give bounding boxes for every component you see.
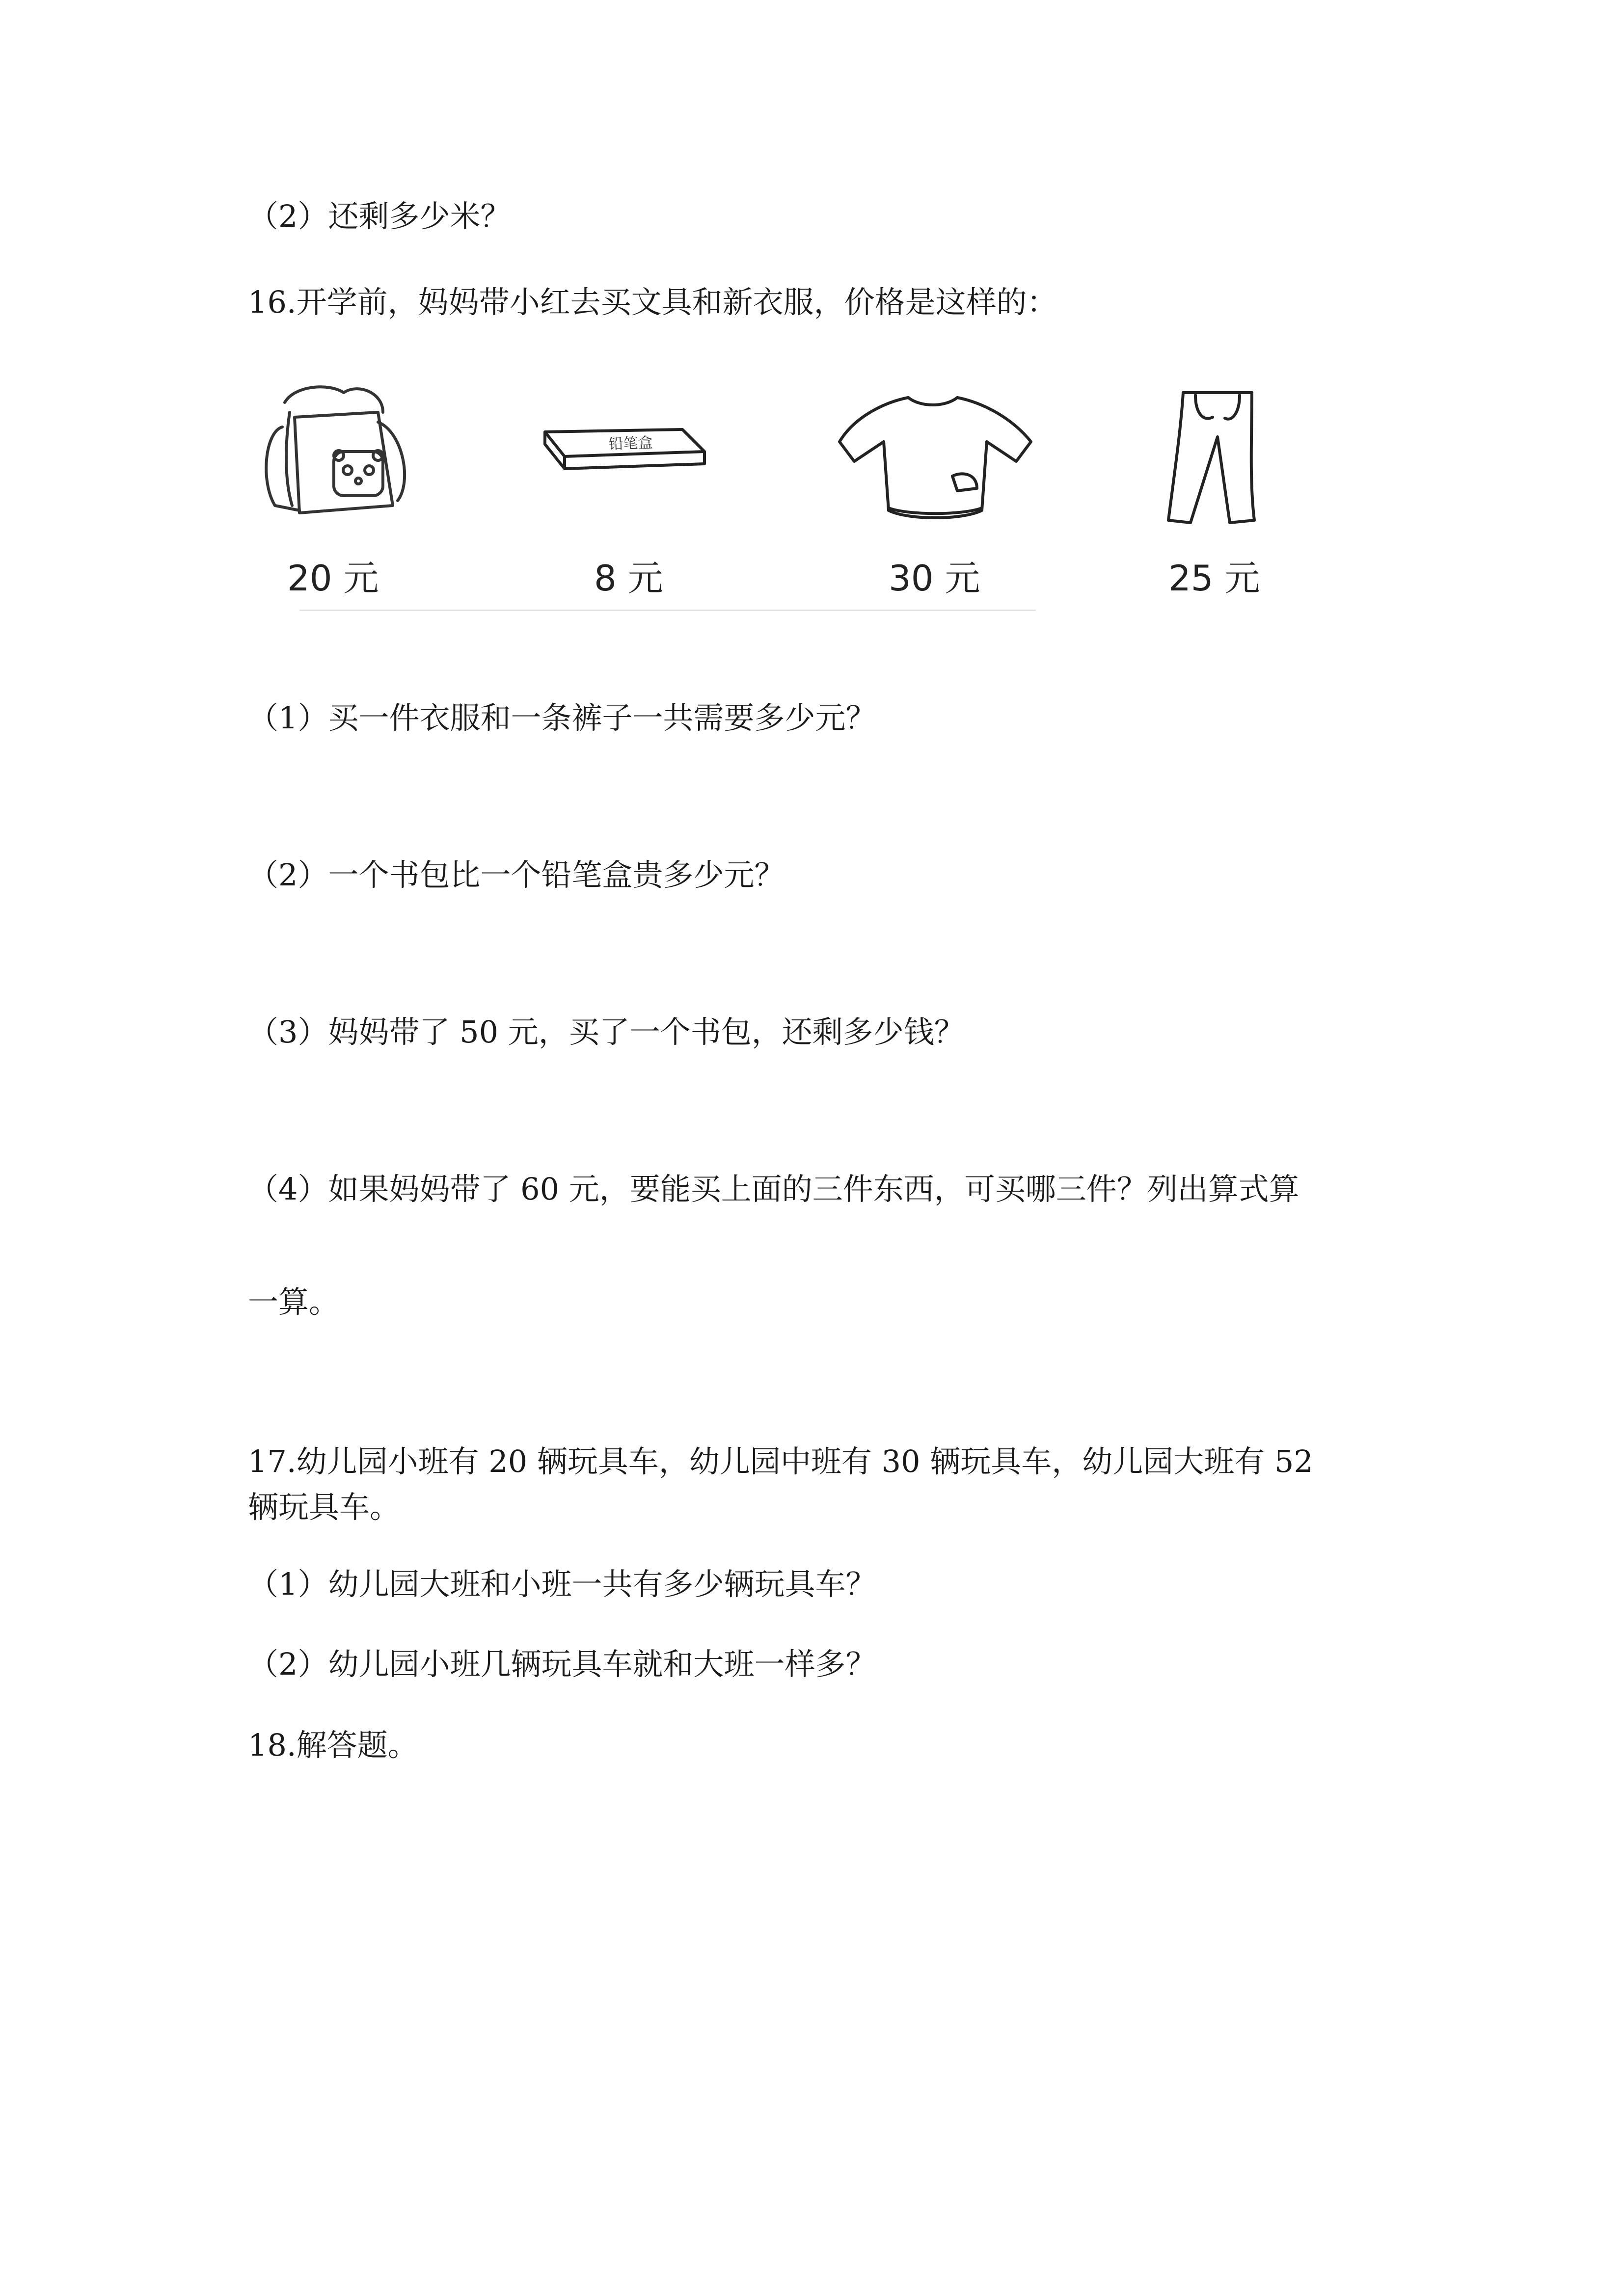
- price-pencil-case: 8 元: [594, 558, 663, 599]
- pants-icon: [1149, 383, 1296, 540]
- line-q17-2: （2）幼儿园小班几辆玩具车就和大班一样多？: [248, 1646, 876, 1682]
- figure-bottom-rule: [299, 610, 1036, 611]
- line-q16-1: （1）买一件衣服和一条裤子一共需要多少元？: [248, 700, 876, 736]
- line-q17-b: 辆玩具车。: [248, 1489, 401, 1525]
- item-backpack: [255, 383, 422, 599]
- backpack-icon: [255, 383, 422, 540]
- line-q18: 18.解答题。: [248, 1727, 418, 1763]
- line-q16-4a: （4）如果妈妈带了 60 元，要能买上面的三件东西，可买哪三件？列出算式算: [248, 1171, 1299, 1207]
- line-q16-2: （2）一个书包比一个铅笔盒贵多少元？: [248, 857, 785, 893]
- price-backpack: 20 元: [287, 558, 379, 599]
- item-shirt: [835, 383, 1041, 599]
- line-q16-intro: 16.开学前，妈妈带小红去买文具和新衣服，价格是这样的：: [248, 284, 1057, 320]
- price-shirt: 30 元: [889, 558, 980, 599]
- price-figure: [255, 383, 1296, 614]
- pencil-case-icon: [535, 383, 712, 530]
- line-q16-4b: 一算。: [248, 1284, 340, 1320]
- shirt-icon: [835, 383, 1041, 540]
- line-q17-a: 17.幼儿园小班有 20 辆玩具车，幼儿园中班有 30 辆玩具车，幼儿园大班有 52: [248, 1443, 1313, 1479]
- price-pants: 25 元: [1168, 558, 1260, 599]
- item-pants: [1149, 383, 1296, 599]
- item-pencil-case: [535, 383, 712, 599]
- line-q17-1: （1）幼儿园大班和小班一共有多少辆玩具车？: [248, 1566, 876, 1602]
- line-q15-2: （2）还剩多少米？: [248, 198, 511, 234]
- pencil-case-label: 铅笔盒: [608, 434, 653, 453]
- line-q16-3: （3）妈妈带了 50 元，买了一个书包，还剩多少钱？: [248, 1014, 965, 1050]
